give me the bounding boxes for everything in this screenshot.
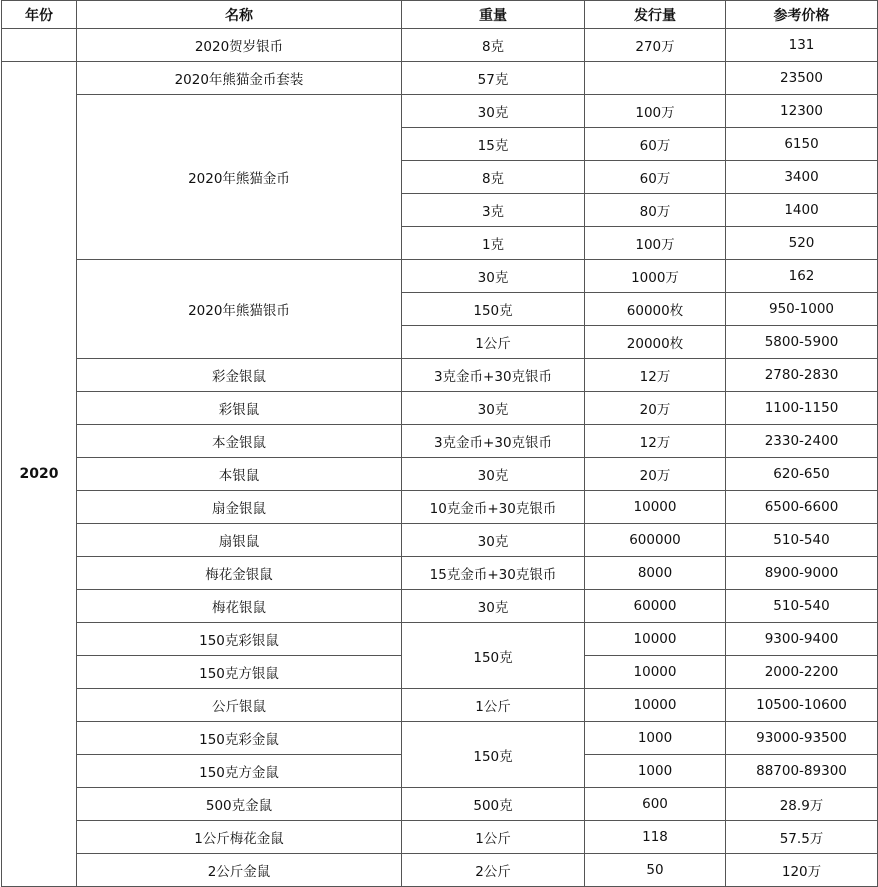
mintage-cell: 12万 [585,425,726,458]
name-cell: 500克金鼠 [77,788,402,821]
price-cell: 6500-6600 [726,491,878,524]
year-cell-empty [2,29,77,62]
price-cell: 28.9万 [726,788,878,821]
mintage-cell: 20000枚 [585,326,726,359]
price-cell: 23500 [726,62,878,95]
table-row [2,491,878,524]
coin-price-table [1,0,878,887]
name-cell: 扇银鼠 [77,524,402,557]
price-cell: 510-540 [726,590,878,623]
weight-cell: 30克 [402,590,585,623]
mintage-cell: 8000 [585,557,726,590]
mintage-cell: 270万 [585,29,726,62]
name-cell: 150克方金鼠 [77,755,402,788]
name-cell: 2020年熊猫金币套装 [77,62,402,95]
weight-cell: 150克 [402,623,585,689]
table-row [2,788,878,821]
mintage-cell: 10000 [585,656,726,689]
price-cell: 2330-2400 [726,425,878,458]
name-cell: 公斤银鼠 [77,689,402,722]
price-cell: 120万 [726,854,878,887]
mintage-cell: 50 [585,854,726,887]
price-cell: 2000-2200 [726,656,878,689]
price-cell: 9300-9400 [726,623,878,656]
weight-cell: 30克 [402,392,585,425]
mintage-cell: 80万 [585,194,726,227]
price-cell: 950-1000 [726,293,878,326]
table-row [2,854,878,887]
weight-cell: 3克 [402,194,585,227]
mintage-cell: 20万 [585,392,726,425]
weight-cell: 8克 [402,29,585,62]
table-row [2,392,878,425]
mintage-cell: 10000 [585,623,726,656]
table-row [2,29,878,62]
price-cell: 57.5万 [726,821,878,854]
name-cell: 本银鼠 [77,458,402,491]
table-row [2,359,878,392]
weight-cell: 30克 [402,524,585,557]
name-cell: 本金银鼠 [77,425,402,458]
name-cell: 150克彩银鼠 [77,623,402,656]
mintage-cell: 1000万 [585,260,726,293]
price-cell: 8900-9000 [726,557,878,590]
mintage-cell: 12万 [585,359,726,392]
price-cell: 5800-5900 [726,326,878,359]
mintage-cell: 600 [585,788,726,821]
mintage-cell: 60000 [585,590,726,623]
table-row [2,95,878,128]
price-cell: 620-650 [726,458,878,491]
mintage-cell: 100万 [585,227,726,260]
weight-cell: 30克 [402,95,585,128]
mintage-cell: 100万 [585,95,726,128]
weight-cell: 1公斤 [402,326,585,359]
table-row [2,821,878,854]
name-cell: 150克彩金鼠 [77,722,402,755]
name-cell: 彩银鼠 [77,392,402,425]
table-row [2,425,878,458]
weight-cell: 8克 [402,161,585,194]
name-cell: 彩金银鼠 [77,359,402,392]
table-row [2,557,878,590]
price-cell: 93000-93500 [726,722,878,755]
table-row [2,689,878,722]
price-cell: 10500-10600 [726,689,878,722]
name-cell: 梅花银鼠 [77,590,402,623]
header-mintage: 发行量 [585,1,726,29]
price-cell: 510-540 [726,524,878,557]
table-row [2,623,878,656]
price-cell: 6150 [726,128,878,161]
weight-cell: 15克金币+30克银币 [402,557,585,590]
weight-cell: 3克金币+30克银币 [402,425,585,458]
price-cell: 2780-2830 [726,359,878,392]
name-cell: 梅花金银鼠 [77,557,402,590]
mintage-cell: 60万 [585,128,726,161]
name-cell: 2020年熊猫银币 [77,260,402,359]
table-row [2,524,878,557]
year-cell: 2020 [2,62,77,887]
weight-cell: 10克金币+30克银币 [402,491,585,524]
mintage-cell [585,62,726,95]
price-cell: 88700-89300 [726,755,878,788]
mintage-cell: 1000 [585,755,726,788]
weight-cell: 1公斤 [402,689,585,722]
mintage-cell: 20万 [585,458,726,491]
price-cell: 3400 [726,161,878,194]
name-cell: 150克方银鼠 [77,656,402,689]
header-year: 年份 [2,1,77,29]
weight-cell: 3克金币+30克银币 [402,359,585,392]
header-row [2,1,878,29]
weight-cell: 57克 [402,62,585,95]
mintage-cell: 600000 [585,524,726,557]
price-cell: 520 [726,227,878,260]
weight-cell: 1克 [402,227,585,260]
mintage-cell: 10000 [585,689,726,722]
name-cell: 2020年熊猫金币 [77,95,402,260]
name-cell: 1公斤梅花金鼠 [77,821,402,854]
name-cell: 2020贺岁银币 [77,29,402,62]
table-row [2,62,878,95]
table-row [2,458,878,491]
mintage-cell: 60000枚 [585,293,726,326]
name-cell: 扇金银鼠 [77,491,402,524]
header-price: 参考价格 [726,1,878,29]
price-cell: 131 [726,29,878,62]
weight-cell: 1公斤 [402,821,585,854]
weight-cell: 150克 [402,293,585,326]
weight-cell: 500克 [402,788,585,821]
price-cell: 12300 [726,95,878,128]
header-weight: 重量 [402,1,585,29]
table-row [2,590,878,623]
price-cell: 1400 [726,194,878,227]
price-cell: 1100-1150 [726,392,878,425]
table-row [2,722,878,755]
mintage-cell: 10000 [585,491,726,524]
weight-cell: 30克 [402,458,585,491]
table-row [2,260,878,293]
weight-cell: 150克 [402,722,585,788]
weight-cell: 15克 [402,128,585,161]
weight-cell: 30克 [402,260,585,293]
name-cell: 2公斤金鼠 [77,854,402,887]
header-name: 名称 [77,1,402,29]
price-cell: 162 [726,260,878,293]
mintage-cell: 60万 [585,161,726,194]
mintage-cell: 118 [585,821,726,854]
weight-cell: 2公斤 [402,854,585,887]
mintage-cell: 1000 [585,722,726,755]
